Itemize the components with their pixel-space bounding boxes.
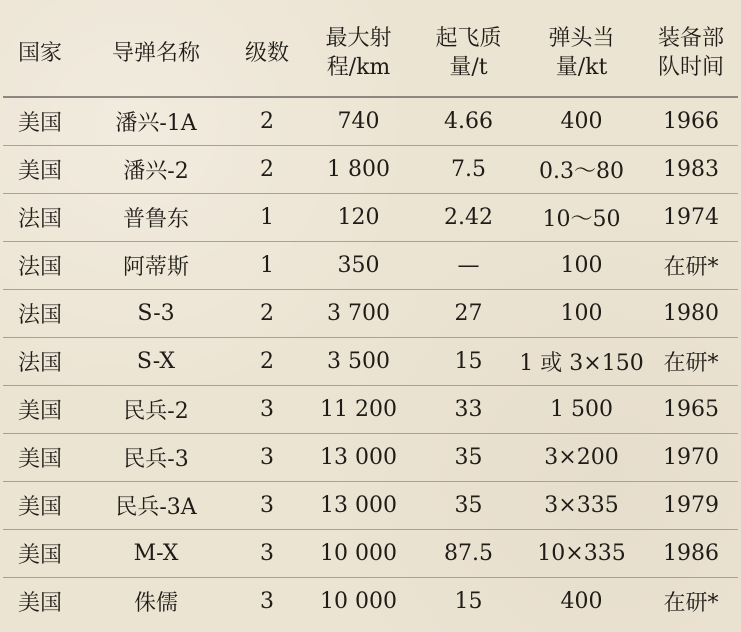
warhead-yield-cell: 0.3～80: [519, 145, 644, 193]
missile-name-cell: 民兵-3: [77, 433, 235, 481]
stage-cell: 2: [235, 145, 299, 193]
takeoff-mass-cell: 87.5: [418, 529, 519, 577]
range-cell: 3 700: [299, 289, 418, 337]
range-cell: 10 000: [320, 588, 397, 614]
range-cell: 1 800: [299, 145, 418, 193]
table-row: [3, 433, 738, 481]
header-deployment-time: [644, 10, 738, 97]
stage-cell: 3: [235, 433, 299, 481]
missile-name-cell: 潘兴-2: [77, 145, 235, 193]
deployment-time-cell: 1986: [644, 529, 738, 577]
takeoff-mass-cell: 27: [418, 289, 519, 337]
stage-cell: 2: [235, 337, 299, 385]
deployment-time-cell: 在研*: [663, 590, 719, 616]
deployment-time-cell: 1974: [644, 193, 738, 241]
country-cell: 美国: [17, 590, 62, 616]
missile-name-cell: 民兵-2: [77, 385, 235, 433]
table-header: [3, 10, 738, 97]
header-takeoff-mass: [418, 10, 519, 97]
warhead-yield-cell: 1 或 3×150: [519, 337, 644, 385]
missile-name-cell: 潘兴-1A: [77, 97, 235, 145]
country-cell: 美国: [3, 97, 77, 145]
deployment-time-cell: 1965: [644, 385, 738, 433]
stage-cell: 1: [235, 193, 299, 241]
stage-cell: 2: [235, 97, 299, 145]
country-cell: 美国: [3, 433, 77, 481]
header-name-label: 导弹名称: [111, 40, 200, 66]
deployment-time-cell: 在研*: [644, 241, 738, 289]
table-row: [3, 97, 738, 145]
warhead-yield-cell: 100: [519, 289, 644, 337]
takeoff-mass-cell: 35: [418, 433, 519, 481]
table-row: [3, 337, 738, 385]
warhead-yield-cell: 10×335: [519, 529, 644, 577]
takeoff-mass-cell: 2.42: [418, 193, 519, 241]
country-cell: 法国: [3, 337, 77, 385]
range-cell: 13 000: [299, 481, 418, 529]
country-cell: 法国: [3, 193, 77, 241]
warhead-yield-cell: 100: [519, 241, 644, 289]
missile-name-cell: S-3: [77, 289, 235, 337]
takeoff-mass-cell: 35: [418, 481, 519, 529]
missile-name-cell: S-X: [77, 337, 235, 385]
missile-name-cell: M-X: [77, 529, 235, 577]
stage-cell: 3: [260, 588, 274, 614]
stage-cell: 2: [235, 289, 299, 337]
header-deployment-time-label: 装备部 队时间: [657, 26, 724, 80]
header-country-label: 国家: [17, 40, 62, 66]
takeoff-mass-cell: 15: [418, 337, 519, 385]
stage-cell: 3: [235, 481, 299, 529]
table-row: [3, 385, 738, 433]
deployment-time-cell: 1970: [644, 433, 738, 481]
country-cell: 美国: [3, 529, 77, 577]
missile-name-cell: 普鲁东: [77, 193, 235, 241]
deployment-time-cell: 在研*: [644, 337, 738, 385]
stage-cell: 3: [235, 529, 299, 577]
table-row: [3, 241, 738, 289]
table-row: [3, 145, 738, 193]
warhead-yield-cell: 3×200: [519, 433, 644, 481]
table-row: [3, 577, 738, 625]
warhead-yield-cell: 10～50: [519, 193, 644, 241]
deployment-time-cell: 1980: [644, 289, 738, 337]
missile-name-cell: 民兵-3A: [77, 481, 235, 529]
missile-name-cell: 阿蒂斯: [77, 241, 235, 289]
missile-comparison-table: [3, 10, 738, 625]
range-cell: 3 500: [299, 337, 418, 385]
country-cell: 法国: [3, 241, 77, 289]
range-cell: 11 200: [299, 385, 418, 433]
deployment-time-cell: 1966: [644, 97, 738, 145]
warhead-yield-cell: 400: [560, 588, 603, 614]
table-row: [3, 289, 738, 337]
takeoff-mass-cell: 7.5: [418, 145, 519, 193]
header-warhead-yield: [519, 10, 644, 97]
range-cell: 10 000: [299, 529, 418, 577]
table-row: [3, 193, 738, 241]
country-cell: 美国: [3, 145, 77, 193]
takeoff-mass-cell: 33: [418, 385, 519, 433]
missile-comparison-table-wrapper: [3, 10, 738, 625]
takeoff-mass-cell: 15: [454, 588, 483, 614]
warhead-yield-cell: 400: [519, 97, 644, 145]
range-cell: 13 000: [299, 433, 418, 481]
country-cell: 法国: [3, 289, 77, 337]
range-cell: 740: [299, 97, 418, 145]
header-range-label: 最大射 程/km: [325, 26, 392, 80]
header-stage-label: 级数: [244, 40, 289, 66]
takeoff-mass-cell: —: [418, 241, 519, 289]
header-stage: [235, 10, 299, 97]
header-row: [3, 10, 738, 97]
header-takeoff-mass-label: 起飞质 量/t: [435, 26, 502, 80]
table-body: [3, 97, 738, 625]
header-country: [3, 10, 77, 97]
takeoff-mass-cell: 4.66: [418, 97, 519, 145]
table-row: [3, 529, 738, 577]
header-name: [77, 10, 235, 97]
warhead-yield-cell: 1 500: [519, 385, 644, 433]
deployment-time-cell: 1979: [644, 481, 738, 529]
table-row: [3, 481, 738, 529]
header-range: [299, 10, 418, 97]
range-cell: 350: [299, 241, 418, 289]
range-cell: 120: [299, 193, 418, 241]
warhead-yield-cell: 3×335: [519, 481, 644, 529]
missile-name-cell: 侏儒: [133, 590, 178, 616]
country-cell: 美国: [3, 385, 77, 433]
header-warhead-yield-label: 弹头当 量/kt: [548, 26, 615, 80]
stage-cell: 1: [235, 241, 299, 289]
stage-cell: 3: [235, 385, 299, 433]
deployment-time-cell: 1983: [644, 145, 738, 193]
country-cell: 美国: [3, 481, 77, 529]
